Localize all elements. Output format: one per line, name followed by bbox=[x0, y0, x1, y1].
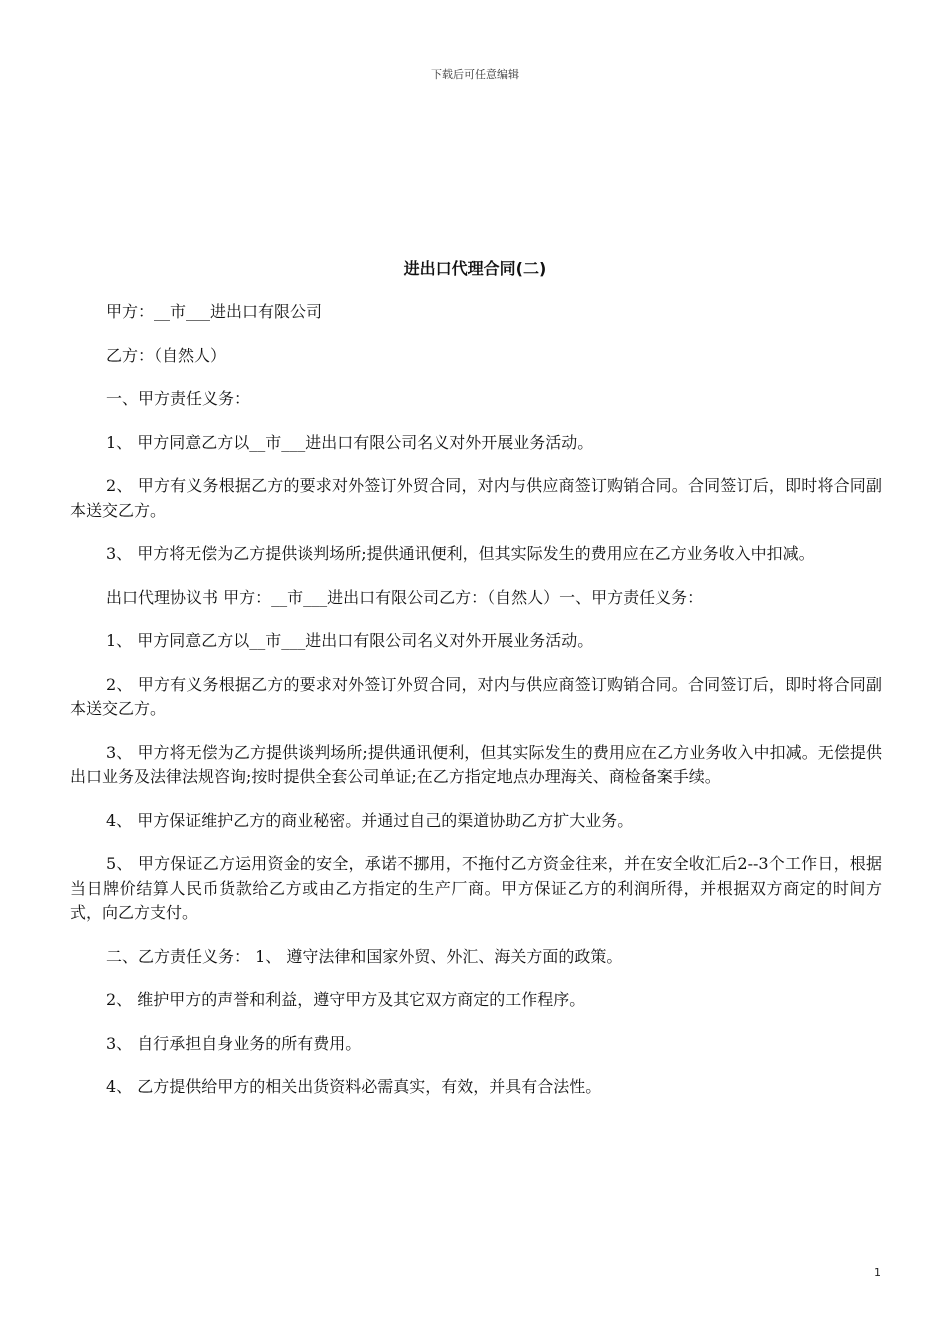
document-body bbox=[70, 300, 882, 1119]
clause-paragraph: 1、 甲方同意乙方以__市___进出口有限公司名义对外开展业务活动。 bbox=[106, 432, 594, 452]
document-title: 进出口代理合同(二) bbox=[403, 259, 547, 278]
section-heading-party-b: 二、乙方责任义务： 1、 遵守法律和国家外贸、外汇、海关方面的政策。 bbox=[106, 946, 623, 966]
clause-paragraph: 2、 维护甲方的声誉和利益，遵守甲方及其它双方商定的工作程序。 bbox=[106, 990, 586, 1009]
party-b-line: 乙方：（自然人） bbox=[106, 345, 227, 365]
clause-paragraph: 4、 乙方提供给甲方的相关出货资料必需真实，有效，并具有合法性。 bbox=[106, 1077, 602, 1096]
clause-paragraph: 2、 甲方有义务根据乙方的要求对外签订外贸合同，对内与供应商签订购销合同。合同签订后，即时将合同副本送交乙方。 bbox=[70, 674, 882, 718]
clause-paragraph: 5、 甲方保证乙方运用资金的安全，承诺不挪用，不拖付乙方资金往来，并在安全收汇后2--3个工作日，根据当日牌价结算人民币货款给乙方或由乙方指定的生产厂商。甲方保证乙方的利润所得，并根据双方商定的时间方式，向乙方支付。 bbox=[70, 854, 882, 922]
agreement-intro-line: 出口代理协议书 甲方：__市___进出口有限公司乙方：（自然人）一、甲方责任义务： bbox=[106, 587, 704, 607]
clause-paragraph: 2、 甲方有义务根据乙方的要求对外签订外贸合同，对内与供应商签订购销合同。合同签订后，即时将合同副本送交乙方。 bbox=[70, 476, 882, 520]
section-heading-party-a: 一、甲方责任义务： bbox=[106, 389, 251, 408]
clause-paragraph: 3、 甲方将无偿为乙方提供谈判场所;提供通讯便利，但其实际发生的费用应在乙方业务收入中扣减。无偿提供出口业务及法律法规咨询;按时提供全套公司单证;在乙方指定地点办理海关、商检备案手续。 bbox=[70, 742, 882, 786]
clause-paragraph: 3、 自行承担自身业务的所有费用。 bbox=[106, 1033, 362, 1053]
page-header-note: 下载后可任意编辑 bbox=[431, 68, 519, 81]
page-number: 1 bbox=[874, 1266, 881, 1279]
clause-paragraph: 3、 甲方将无偿为乙方提供谈判场所;提供通讯便利，但其实际发生的费用应在乙方业务收入中扣减。 bbox=[106, 544, 815, 563]
clause-paragraph: 4、 甲方保证维护乙方的商业秘密。并通过自己的渠道协助乙方扩大业务。 bbox=[106, 810, 634, 830]
clause-paragraph: 1、 甲方同意乙方以__市___进出口有限公司名义对外开展业务活动。 bbox=[106, 631, 594, 650]
party-a-line: 甲方：__市___进出口有限公司 bbox=[106, 302, 323, 321]
